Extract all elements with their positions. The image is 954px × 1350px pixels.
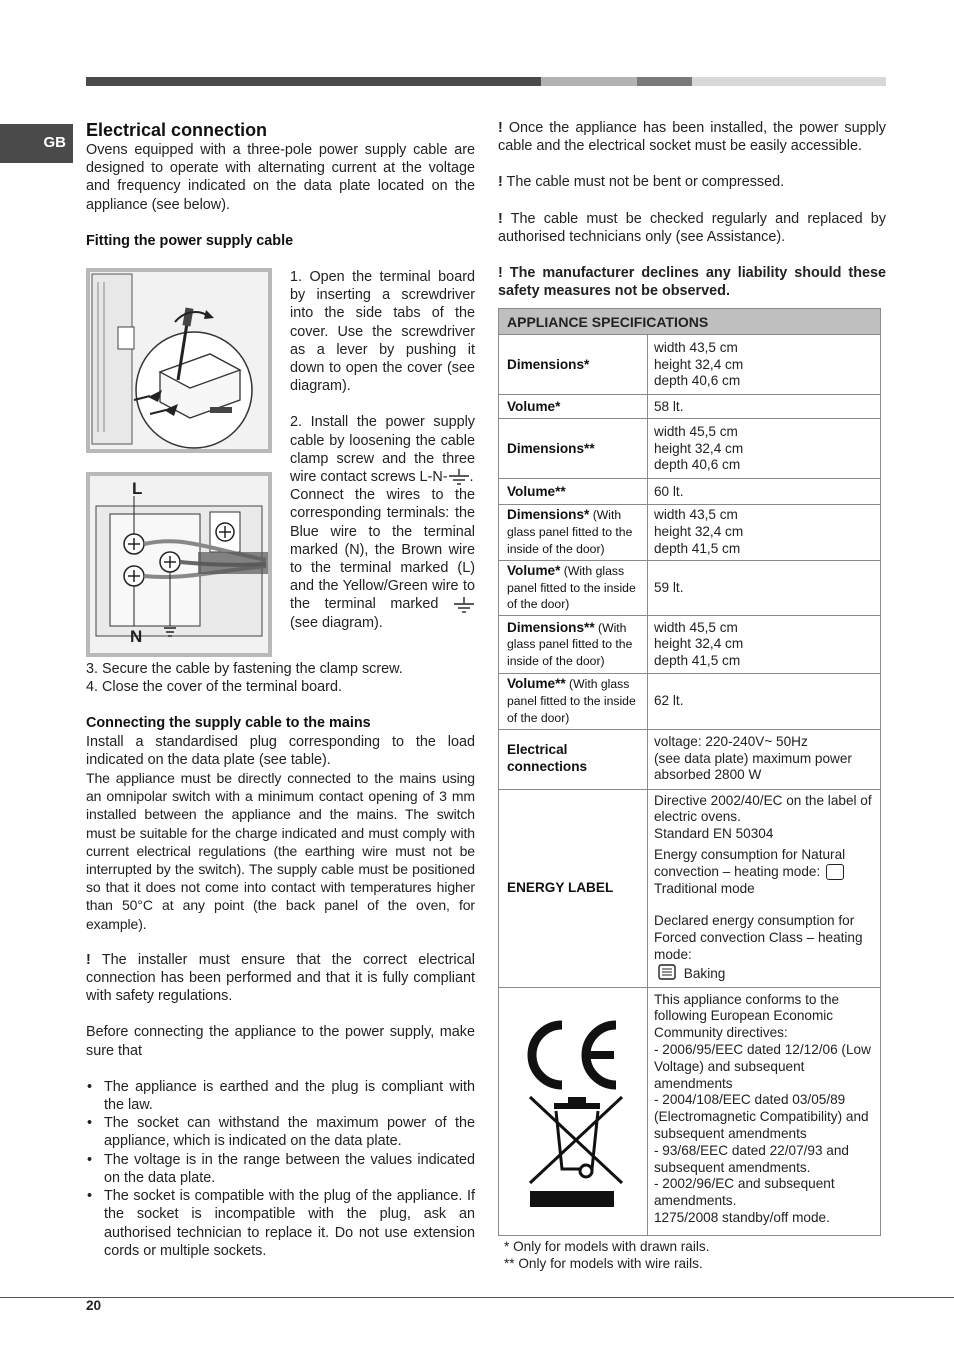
intro-paragraph: Ovens equipped with a three-pole power supply cable are designed to operate with alternating current at the voltage and frequency indicated on the data plate located on the appliance (see below). [86, 142, 475, 213]
mains-paragraph-1: Install a standardised plug corresponding to the load indicated on the data plate (see table). [86, 733, 475, 768]
language-tab [0, 124, 73, 163]
table-row: Volume** (With glass panel fitted to the inside of the door) 62 lt. [499, 674, 881, 729]
step-2a: 2. Install the power supply cable by loosening the cable clamp screw and the three wire contact screws L-N- [290, 414, 475, 486]
traditional-mode-icon [826, 864, 844, 880]
earth-symbol-icon [453, 597, 475, 613]
table-row: ENERGY LABEL Directive 2002/40/EC on the label of electric ovens. Standard EN 50304 Energy consumption for Natural convection – heating mode: Traditional mode Declared energy consumption for Forced convection Class – heating mode: Baking [499, 789, 881, 987]
step-2c: (see diagram). [290, 614, 383, 631]
installer-warning: The installer must ensure that the correct electrical connection has been performed and that it is fully compliant with safety regulations. [86, 951, 475, 1005]
table-row: Dimensions* (With glass panel fitted to the inside of the door) width 43,5 cm height 32,4 cm depth 41,5 cm [499, 505, 881, 560]
list-item: • The voltage is in the range between the values indicated on the data plate. [87, 1151, 475, 1186]
fitting-title: Fitting the power supply cable [86, 232, 294, 249]
ce-weee-marks [518, 1011, 628, 1207]
header-bar-segment [86, 77, 541, 86]
baking-mode-icon [658, 964, 676, 985]
table-row: Dimensions* width 43,5 cm height 32,4 cm depth 40,6 cm [499, 335, 881, 395]
wiring-diagram [86, 472, 272, 657]
terminal-board-diagram [86, 268, 272, 453]
footnote-wire-rails: ** Only for models with wire rails. [504, 1255, 703, 1271]
safety-checklist [86, 1078, 475, 1260]
weee-bar [530, 1191, 614, 1207]
step-1: 1. Open the terminal board by inserting a screwdriver into the side tabs of the cover. Use the screwdriver as a lever by pushing it down to open the cover (see diagram). [290, 269, 475, 395]
before-connecting-text: Before connecting the appliance to the power supply, make sure that [86, 1024, 475, 1059]
list-item: • The socket is compatible with the plug of the appliance. If the socket is incompatible with the plug, ask an authorised technician to replace it. Do not use extension cords or multiple sockets. [87, 1188, 475, 1259]
oven-terminal-illustration [90, 272, 268, 449]
earth-symbol-icon [448, 469, 470, 485]
table-row: Volume* 58 lt. [499, 395, 881, 419]
warning-checked: The cable must be checked regularly and replaced by authorised technicians only (see Assistance). [498, 210, 886, 245]
footnote-drawn-rails: * Only for models with drawn rails. [504, 1238, 710, 1254]
table-row: Volume** 60 lt. [499, 479, 881, 505]
warning-liability: The manufacturer declines any liability should these safety measures not be observed. [498, 265, 887, 300]
header-bar-segment [637, 77, 692, 86]
step-4: 4. Close the cover of the terminal board. [86, 679, 342, 696]
header-bar [86, 77, 886, 86]
table-row: CE This appliance conforms to the following European Economic Community directives: - 2006/95/EEC dated 12/12/06 (Low Voltage) and subsequent amendments - 2004/108/EEC dated 03/05/89 (Electromagnetic Compatibility) and subsequent amendments - 93/68/EEC dated 22/07/93 and subsequent amendments. - 2002/96/EC and subsequent amendments. 1275/2008 standby/off mode. [499, 987, 881, 1235]
footnotes [498, 1238, 886, 1272]
table-row: Electrical connections voltage: 220-240V~ 50Hz (see data plate) maximum power absorbed 2800 W [499, 729, 881, 789]
right-column: ! Once the appliance has been installed, the power supply cable and the electrical socket must be easily accessible. ! The cable must not be bent or compressed. ! The cable must be checked regularly and replaced by authorised technicians only (see Assistance). ! The manufacturer declines any liability should these safety measures not be observed. APPLIANCE SPECIFICATIONS Dimensions* width 43,5 cm height 32,4 cm depth 40,6 cm Volume* 58 lt. Dimensions** width 45,5 cm height 32,4 cm depth 40,6 cm Volume** 60 lt. Dimensions* (With glass panel fitted to the inside of the door) width 43,5 cm height 32,4 cm depth 41,5 cm Volume* (With glass panel fitted to the inside of the door) 59 lt. Dimensions** (With glass panel fitted to the inside of the door) width 45,5 cm height 32,4 cm depth 41,5 cm Volume** (With glass panel fitted to the inside of the door) 62 lt. Electrical connections voltage: 220-240V~ 50Hz (see data plate) maximum power absorbed 2800 W ENERGY LABEL Directive 2002/40/EC on the label of electric ovens. Standard EN 50304 Energy consumption for Natural convection – heating mode: Traditional mode Declared energy consumption for Forced convection Class – heating mode: Baking CE This appliance conforms to the following European Economic Community directives: - 2006/95/EEC dated 12/12/06 (Low Voltage) and subsequent amendments - 2004/108/EEC dated 03/05/89 (Electromagnetic Compatibility) and subsequent amendments - 93/68/EEC dated 22/07/93 and subsequent amendments. - 2002/96/EC and subsequent amendments. 1275/2008 standby/off mode. * Only for models with drawn rails. ** Only for models with wire rails. [498, 120, 887, 1271]
page-number: 20 [86, 1298, 102, 1313]
header-bar-segment [692, 77, 886, 86]
warning-mark: ! [86, 951, 91, 968]
footer-rule [0, 1297, 954, 1298]
mains-paragraph-2: The appliance must be directly connected to the mains using an omnipolar switch with a minimum contact opening of 3 mm installed between the appliance and the mains. The switch must be suitable for the charge indicated and must comply with current electrical regulations (the earthing wire must not be interrupted by the switch). The supply cable must be positioned so that it does not come into contact with temperatures higher than 50°C at any point (the back panel of the oven, for example). [86, 770, 475, 932]
left-column [86, 119, 475, 1260]
ce-mark-icon [532, 1025, 562, 1085]
table-row: Volume* (With glass panel fitted to the inside of the door) 59 lt. [499, 560, 881, 615]
page-title: Electrical connection [86, 120, 268, 140]
table-header: APPLIANCE SPECIFICATIONS [499, 309, 881, 335]
energy-label-heading: ENERGY LABEL [499, 789, 648, 987]
language-tab-label: GB [43, 134, 66, 152]
electrical-connections-label: Electrical connections [499, 729, 648, 789]
warning-accessible: Once the appliance has been installed, the power supply cable and the electrical socket must be easily accessible. [498, 120, 886, 155]
table-row: Dimensions** (With glass panel fitted to the inside of the door) width 45,5 cm height 32,4 cm depth 41,5 cm [499, 616, 881, 674]
crossed-bin-icon [530, 1097, 622, 1183]
step-2b: Connect the wires to the corresponding terminals: the Blue wire to the terminal marked (N), the Brown wire to the terminal marked (L) and the Yellow/Green wire to the terminal marked [290, 487, 475, 613]
fitting-steps: 1. Open the terminal board by inserting a screwdriver into the side tabs of the cover. Use the screwdriver as a lever by pushing it down to open the cover (see diagram). 2. Install the power supply cable by loosening the cable clamp screw and the three wire contact screws L-N- . Connect the wires to the corresponding terminals: the Blue wire to the terminal marked (N), the Brown wire to the terminal marked (L) and the Yellow/Green wire to the terminal marked (see diagram). [290, 269, 475, 631]
step-3: 3. Secure the cable by fastening the clamp screw. [86, 661, 403, 678]
list-item: • The socket can withstand the maximum power of the appliance, which is indicated on the data plate. [87, 1115, 475, 1150]
fitting-section [86, 268, 475, 668]
diagram-label-l: L [132, 479, 143, 499]
svg-text:CE: CE [518, 1010, 520, 1012]
terminal-wiring-illustration [90, 476, 268, 653]
mains-title: Connecting the supply cable to the mains [86, 715, 371, 732]
header-bar-segment [541, 77, 637, 86]
appliance-specifications-table [498, 308, 881, 1235]
warning-bent: The cable must not be bent or compressed. [506, 174, 785, 191]
diagram-label-n: N [130, 627, 143, 647]
list-item: • The appliance is earthed and the plug is compliant with the law. [87, 1078, 475, 1114]
table-row: Dimensions** width 45,5 cm height 32,4 cm depth 40,6 cm [499, 419, 881, 479]
